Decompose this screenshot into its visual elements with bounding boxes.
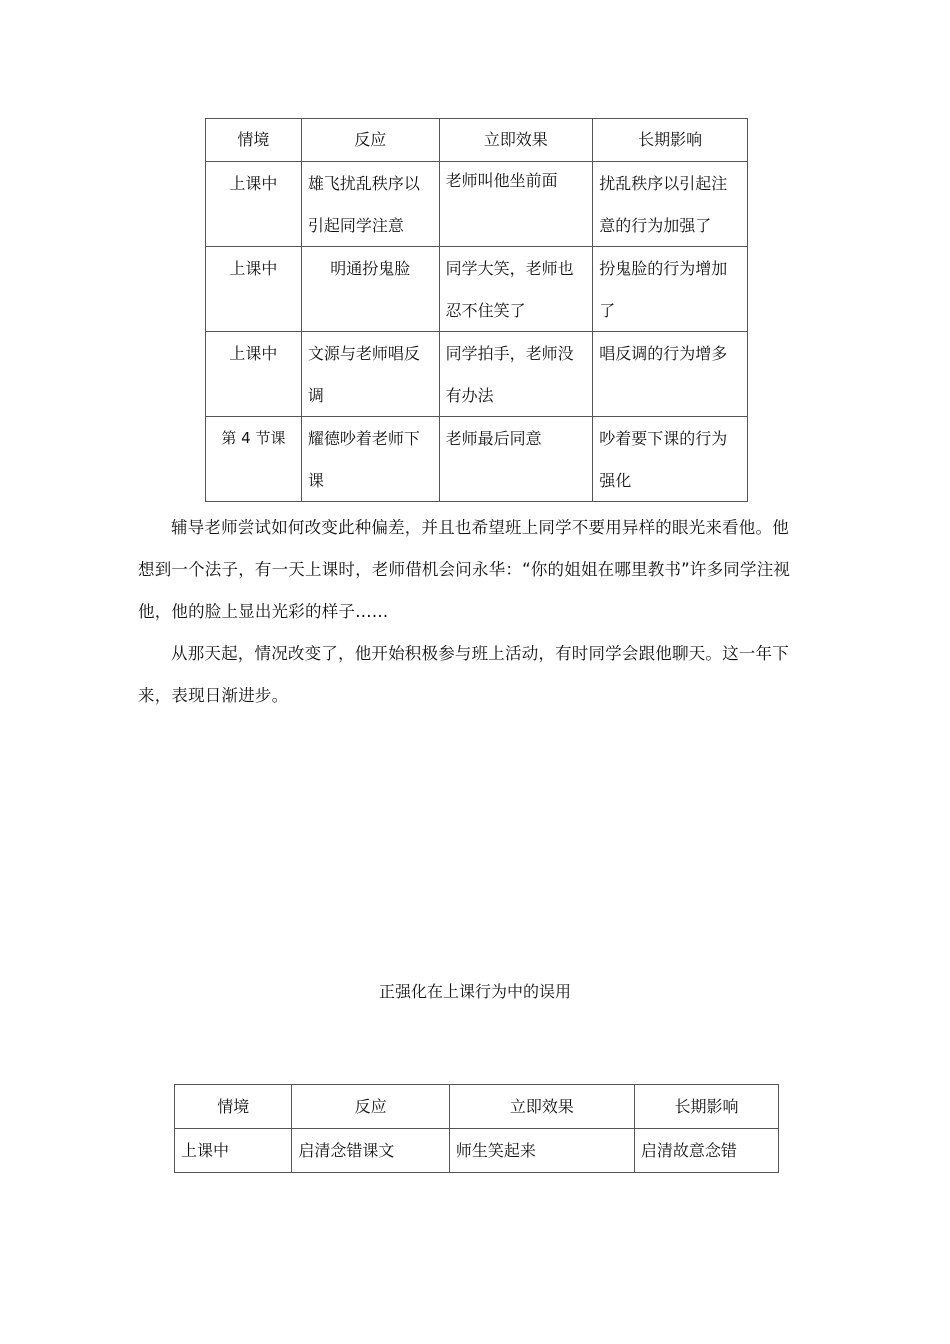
header-long-term-impact: 长期影响 — [593, 119, 748, 162]
cell-situation: 上课中 — [206, 162, 302, 247]
table-caption: 正强化在上课行为中的误用 — [378, 982, 571, 1001]
header-situation: 情境 — [206, 119, 302, 162]
body-paragraph-2: 从那天起，情况改变了，他开始积极参与班上活动，有时同学会跟他聊天。这一年下来，表现日渐进步。 — [138, 644, 789, 705]
header-long-term-impact: 长期影响 — [634, 1085, 778, 1129]
cell-immediate-effect: 师生笑起来 — [449, 1129, 634, 1173]
header-immediate-effect: 立即效果 — [439, 119, 593, 162]
cell-reaction: 文源与老师唱反 调 — [301, 332, 439, 417]
table-header-row — [175, 1085, 779, 1129]
table-header-row — [206, 119, 748, 162]
cell-reaction: 雄飞扰乱秩序以 引起同学注意 — [301, 162, 439, 247]
table-row — [206, 332, 748, 417]
cell-immediate-effect: 老师叫他坐前面 — [439, 162, 593, 247]
table-row — [206, 162, 748, 247]
header-reaction: 反应 — [301, 119, 439, 162]
table-row — [206, 417, 748, 502]
header-situation: 情境 — [175, 1085, 292, 1129]
cell-situation: 上课中 — [206, 247, 302, 332]
cell-situation: 上课中 — [175, 1129, 292, 1173]
body-paragraph-1: 辅导老师尝试如何改变此种偏差，并且也希望班上同学不要用异样的眼光来看他。他想到一个法子，有一天上课时，老师借机会问永华：“你的姐姐在哪里教书”许多同学注视他，他的脸上显出光彩的样子…… — [138, 518, 791, 621]
header-reaction: 反应 — [292, 1085, 449, 1129]
cell-immediate-effect: 同学大笑，老师也 忍不住笑了 — [439, 247, 593, 332]
cell-reaction: 明通扮鬼脸 — [301, 247, 439, 332]
header-immediate-effect: 立即效果 — [449, 1085, 634, 1129]
cell-long-term-impact: 启清故意念错 — [634, 1129, 778, 1173]
cell-long-term-impact: 吵着要下课的行为 强化 — [593, 417, 748, 502]
cell-reaction: 耀德吵着老师下 课 — [301, 417, 439, 502]
table-row — [175, 1129, 779, 1173]
cell-long-term-impact: 扰乱秩序以引起注 意的行为加强了 — [593, 162, 748, 247]
cell-situation: 上课中 — [206, 332, 302, 417]
cell-long-term-impact: 扮鬼脸的行为增加 了 — [593, 247, 748, 332]
cell-immediate-effect: 同学拍手，老师没 有办法 — [439, 332, 593, 417]
cell-immediate-effect: 老师最后同意 — [439, 417, 593, 502]
cell-reaction: 启清念错课文 — [292, 1129, 449, 1173]
cell-long-term-impact: 唱反调的行为增多 — [593, 332, 748, 417]
cell-situation: 第 4 节课 — [206, 417, 302, 502]
behavior-table-1 — [205, 118, 748, 502]
table-row — [206, 247, 748, 332]
behavior-table-2 — [174, 1084, 779, 1173]
